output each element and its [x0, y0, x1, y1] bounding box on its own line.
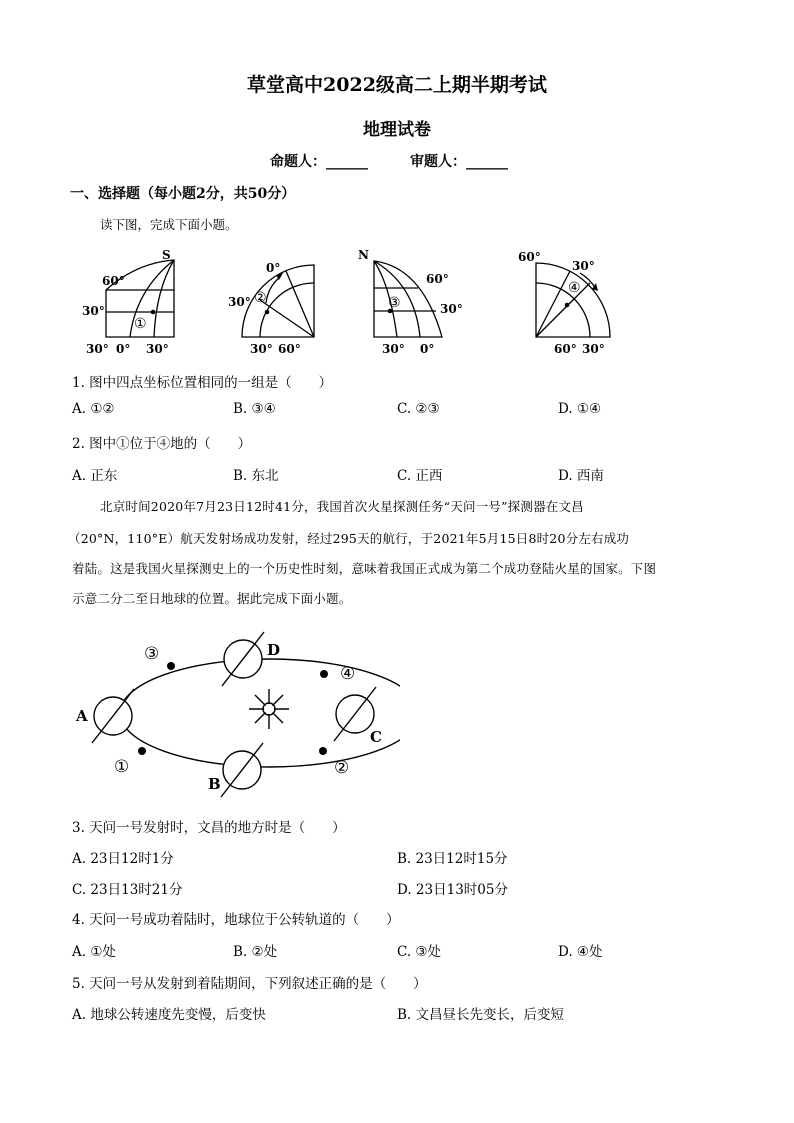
q4-option-d[interactable]: D. ④处 [558, 944, 603, 960]
label-b: B [208, 775, 221, 793]
q1-stem: 1. 图中四点坐标位置相同的一组是（ ） [72, 375, 333, 391]
d1-lon-left: 30° [86, 342, 109, 356]
q3-option-a[interactable]: A. 23日12时1分 [72, 851, 174, 867]
q3-option-b[interactable]: B. 23日12时15分 [397, 851, 508, 867]
d1-pole-label: S [162, 248, 171, 262]
q3-option-d[interactable]: D. 23日13时05分 [397, 882, 508, 898]
d1-lon-right: 30° [146, 342, 169, 356]
d2-lon-top: 0° [266, 261, 281, 275]
exam-subtitle: 地理试卷 [363, 120, 431, 140]
d3-point: ③ [388, 295, 401, 311]
d4-point: ④ [568, 280, 581, 296]
q2-option-a[interactable]: A. 正东 [72, 468, 118, 484]
q1-option-a[interactable]: A. ①② [72, 401, 115, 417]
d1-lat-mid: 30° [82, 304, 105, 318]
q1-option-d[interactable]: D. ①④ [558, 401, 602, 417]
q1-option-b[interactable]: B. ③④ [233, 401, 276, 417]
d4-lon-b1: 60° [554, 342, 577, 356]
d3-lat-top: 60° [426, 272, 449, 286]
d3-lat-mid: 30° [440, 302, 463, 316]
q4-stem: 4. 天问一号成功着陆时，地球位于公转轨道的（ ） [72, 912, 400, 928]
q5-option-a[interactable]: A. 地球公转速度先变慢，后变快 [72, 1007, 266, 1023]
q2-option-d[interactable]: D. 西南 [558, 468, 604, 484]
section-heading: 一、选择题（每小题2分，共50分） [70, 186, 296, 202]
label-c: C [370, 728, 382, 746]
d3-lon-b2: 0° [420, 342, 435, 356]
label-p1: ① [114, 757, 130, 777]
passage-line-2: （20°N，110°E）航天发射场成功发射，经过295天的航行，于2021年5月15日8时20分左右成功 [68, 531, 630, 546]
d1-point: ① [134, 316, 147, 332]
q5-option-b[interactable]: B. 文昌昼长先变长，后变短 [397, 1007, 565, 1023]
d4-lon-b2: 30° [582, 342, 605, 356]
q5-stem: 5. 天问一号从发射到着陆期间，下列叙述正确的是（ ） [72, 976, 427, 992]
q4-option-b[interactable]: B. ②处 [233, 944, 278, 960]
passage-line-3: 着陆。这是我国火星探测史上的一个历史性时刻，意味着我国正式成为第二个成功登陆火星的国家。下图 [72, 561, 657, 576]
label-p2: ② [334, 758, 350, 778]
d2-lon-b1: 30° [250, 342, 273, 356]
reviewer-label: 审题人：______ [410, 154, 508, 170]
label-a: A [76, 707, 88, 725]
diagram-4 [536, 263, 610, 337]
setter-label: 命题人：______ [270, 154, 368, 170]
q4-option-c[interactable]: C. ③处 [397, 944, 442, 960]
passage-line-1: 北京时间2020年7月23日12时41分，我国首次火星探测任务“天问一号”探测器在文昌 [100, 499, 584, 514]
d4-lat-left: 60° [518, 250, 541, 264]
label-d: D [267, 641, 281, 659]
d3-pole-label: N [358, 248, 369, 262]
d2-point: ② [254, 290, 267, 306]
exam-title: 草堂高中2022级高二上期半期考试 [247, 74, 547, 96]
passage-line-4: 示意二分二至日地球的位置。据此完成下面小题。 [72, 591, 352, 606]
d1-lat-top: 60° [102, 274, 125, 288]
label-p3: ③ [144, 644, 160, 664]
d2-lat-left: 30° [228, 295, 251, 309]
coordinate-diagrams [70, 245, 650, 360]
q2-option-c[interactable]: C. 正西 [397, 468, 443, 484]
section-intro: 读下图，完成下面小题。 [100, 217, 238, 232]
d3-lon-b1: 30° [382, 342, 405, 356]
d2-lon-b2: 60° [278, 342, 301, 356]
q2-stem: 2. 图中①位于④地的（ ） [72, 436, 252, 452]
q1-option-c[interactable]: C. ②③ [397, 401, 440, 417]
orbit-diagram [70, 625, 400, 800]
d1-lon-mid: 0° [116, 342, 131, 356]
label-p4: ④ [340, 664, 356, 684]
d4-lon-top: 30° [572, 259, 595, 273]
q4-option-a[interactable]: A. ①处 [72, 944, 116, 960]
q2-option-b[interactable]: B. 东北 [233, 468, 279, 484]
q3-option-c[interactable]: C. 23日13时21分 [72, 882, 183, 898]
q3-stem: 3. 天问一号发射时，文昌的地方时是（ ） [72, 820, 346, 836]
